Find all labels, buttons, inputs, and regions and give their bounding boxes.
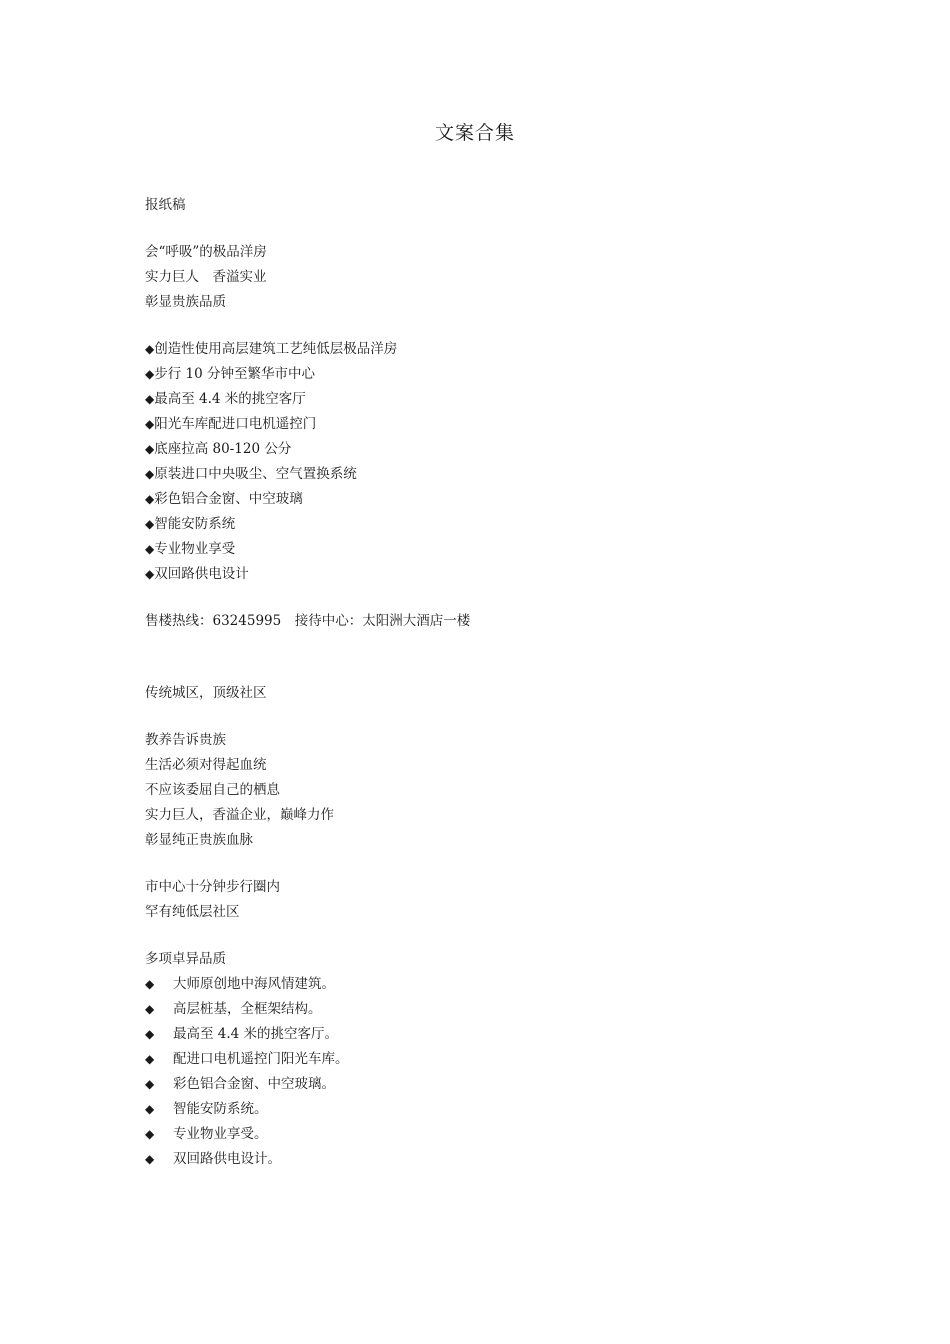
ad2-feature-text: 大师原创地中海风情建筑。 <box>173 976 335 992</box>
diamond-bullet-icon: ◆ <box>145 1077 155 1091</box>
ad1-feature-item <box>145 389 306 409</box>
ad1-feature-item <box>145 539 235 559</box>
ad1-feature-text: 专业物业享受 <box>154 541 236 557</box>
diamond-bullet-icon: ◆ <box>145 417 155 431</box>
diamond-bullet-icon: ◆ <box>145 977 155 991</box>
diamond-bullet-icon: ◆ <box>145 367 155 381</box>
ad2-headline: 传统城区，顶级社区 <box>145 685 267 701</box>
ad2-feature-text: 最高至 4.4 米的挑空客厅。 <box>173 1026 339 1042</box>
ad1-feature-item <box>145 439 291 459</box>
ad2-body-line: 彰显纯正贵族血脉 <box>145 832 253 848</box>
diamond-bullet-icon: ◆ <box>145 1052 155 1066</box>
ad2-feature-text: 专业物业享受。 <box>173 1126 268 1142</box>
diamond-bullet-icon: ◆ <box>145 567 155 581</box>
diamond-bullet-icon: ◆ <box>145 542 155 556</box>
ad2-feature-text: 配进口电机遥控门阳光车库。 <box>173 1051 349 1067</box>
ad1-feature-text: 步行 10 分钟至繁华市中心 <box>154 366 315 382</box>
ad2-location-line: 罕有纯低层社区 <box>145 904 240 920</box>
ad1-tagline-2: 彰显贵族品质 <box>145 294 226 310</box>
diamond-bullet-icon: ◆ <box>145 342 155 356</box>
ad2-body-line: 实力巨人，香溢企业，巅峰力作 <box>145 807 334 823</box>
ad1-feature-text: 智能安防系统 <box>154 516 236 532</box>
ad2-feature-item <box>145 1149 281 1169</box>
ad1-feature-item <box>145 489 303 509</box>
diamond-bullet-icon: ◆ <box>145 517 155 531</box>
ad2-feature-item <box>145 1074 335 1094</box>
ad2-body-line: 教养告诉贵族 <box>145 732 226 748</box>
ad1-feature-text: 创造性使用高层建筑工艺纯低层极品洋房 <box>154 341 398 357</box>
ad2-feature-item <box>145 1099 268 1119</box>
ad1-feature-item <box>145 339 397 359</box>
ad2-feature-item <box>145 1049 349 1069</box>
ad2-feature-item <box>145 999 322 1019</box>
ad2-feature-item <box>145 974 335 994</box>
section-label: 报纸稿 <box>145 197 186 213</box>
diamond-bullet-icon: ◆ <box>145 492 155 506</box>
ad2-feature-text: 智能安防系统。 <box>173 1101 268 1117</box>
ad1-feature-item <box>145 414 316 434</box>
ad1-feature-text: 双回路供电设计 <box>154 566 249 582</box>
diamond-bullet-icon: ◆ <box>145 1102 155 1116</box>
diamond-bullet-icon: ◆ <box>145 1027 155 1041</box>
ad2-feature-item <box>145 1124 268 1144</box>
ad2-feature-text: 双回路供电设计。 <box>173 1151 281 1167</box>
ad1-contact-line: 售楼热线：63245995 接待中心：太阳洲大酒店一楼 <box>145 613 471 629</box>
ad2-body-line: 不应该委屈自己的栖息 <box>145 782 280 798</box>
ad1-feature-item <box>145 464 357 484</box>
document-title: 文案合集 <box>434 122 515 144</box>
ad1-feature-text: 彩色铝合金窗、中空玻璃 <box>154 491 303 507</box>
ad1-feature-item <box>145 564 249 584</box>
ad1-feature-text: 底座拉高 80-120 公分 <box>154 441 292 457</box>
ad2-feature-item <box>145 1024 338 1044</box>
ad2-body-line: 生活必须对得起血统 <box>145 757 267 773</box>
diamond-bullet-icon: ◆ <box>145 1002 155 1016</box>
diamond-bullet-icon: ◆ <box>145 1127 155 1141</box>
ad1-headline: 会“呼吸”的极品洋房 <box>145 244 267 260</box>
ad1-feature-item <box>145 514 235 534</box>
ad2-feature-text: 彩色铝合金窗、中空玻璃。 <box>173 1076 335 1092</box>
ad2-location-line: 市中心十分钟步行圈内 <box>145 879 280 895</box>
ad1-feature-text: 原装进口中央吸尘、空气置换系统 <box>154 466 357 482</box>
ad2-quality-heading: 多项卓异品质 <box>145 951 226 967</box>
diamond-bullet-icon: ◆ <box>145 392 155 406</box>
ad1-feature-text: 最高至 4.4 米的挑空客厅 <box>154 391 306 407</box>
ad1-tagline-1: 实力巨人 香溢实业 <box>145 269 267 285</box>
ad1-feature-text: 阳光车库配进口电机遥控门 <box>154 416 317 432</box>
ad1-feature-item <box>145 364 315 384</box>
diamond-bullet-icon: ◆ <box>145 467 155 481</box>
diamond-bullet-icon: ◆ <box>145 442 155 456</box>
ad2-feature-text: 高层桩基，全框架结构。 <box>173 1001 322 1017</box>
diamond-bullet-icon: ◆ <box>145 1152 155 1166</box>
